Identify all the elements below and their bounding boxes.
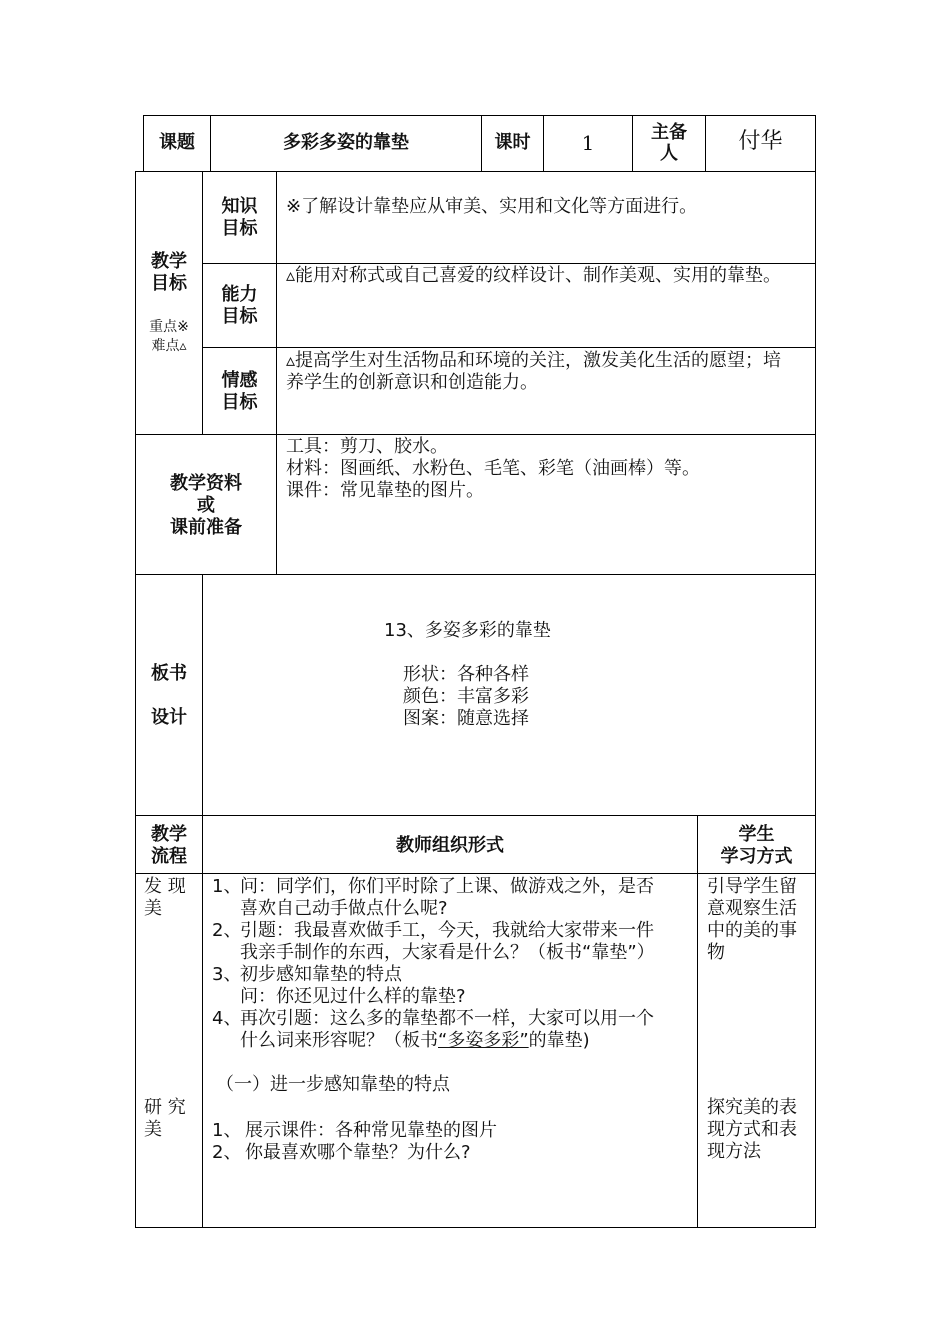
periods-label: 课时 — [494, 132, 531, 153]
list-item: 1、 问：同学们，你们平时除了上课、做游戏之外，是否 喜欢自己动手做点什么呢? — [212, 876, 654, 919]
board-line-shape: 形状：各种各样 — [403, 664, 529, 685]
materials-tools: 工具：剪刀、胶水。 — [286, 436, 448, 457]
subject-label: 课题 — [159, 132, 195, 153]
board-title: 13、多姿多彩的靠垫 — [384, 620, 551, 641]
stage-study-name: 研 究 美 — [144, 1097, 186, 1140]
knowledge-label: 知识 目标 — [221, 196, 258, 239]
objectives-label: 教学 目标 — [151, 251, 187, 294]
board-line-color: 颜色：丰富多彩 — [403, 686, 529, 707]
stage-study-items — [212, 1120, 696, 1164]
preparer-value: 付华 — [738, 129, 783, 154]
stage-discover-student: 引导学生留 意观察生活 中的美的事 物 — [707, 876, 797, 963]
objectives-note: 重点※ 难点▵ — [149, 319, 189, 354]
list-item: 3、 初步感知靠垫的特点 问：你还见过什么样的靠垫? — [212, 964, 466, 1007]
process-col-student: 学生 学习方式 — [720, 824, 793, 867]
list-item: 4、 再次引题：这么多的靠垫都不一样，大家可以用一个 什么词来形容呢？（板书“多姿多彩”的靠垫) — [212, 1008, 654, 1051]
list-item: 1、 展示课件：各种常见靠垫的图片 — [212, 1120, 497, 1141]
emotion-label: 情感 目标 — [221, 370, 258, 413]
ability-label: 能力 目标 — [221, 284, 258, 327]
stage-study-heading: （一）进一步感知靠垫的特点 — [216, 1074, 450, 1095]
list-item: 2、 引题：我最喜欢做手工，今天，我就给大家带来一件 我亲手制作的东西，大家看是什么？（板书“靠垫”） — [212, 920, 655, 963]
preparer-label: 主备 人 — [651, 122, 687, 164]
board-lines — [403, 664, 703, 730]
ability-text: ▵能用对称式或自己喜爱的纹样设计、制作美观、实用的靠垫。 — [286, 265, 782, 286]
process-col-teacher: 教师组织形式 — [396, 835, 504, 856]
periods-value: 1 — [581, 131, 595, 155]
materials-supplies: 材料：图画纸、水粉色、毛笔、彩笔（油画棒）等。 — [286, 458, 700, 479]
board-line-pattern: 图案：随意选择 — [403, 708, 529, 729]
stage-study-student: 探究美的表 现方式和表 现方法 — [707, 1097, 797, 1162]
knowledge-text: ※了解设计靠垫应从审美、实用和文化等方面进行。 — [286, 196, 698, 217]
subject-value: 多彩多姿的靠垫 — [283, 132, 409, 153]
materials-list — [286, 436, 808, 502]
materials-courseware: 课件：常见靠垫的图片。 — [286, 480, 484, 501]
process-col-flow: 教学 流程 — [151, 824, 187, 867]
list-item: 2、 你最喜欢哪个靠垫？为什么? — [212, 1142, 471, 1163]
stage-discover-name: 发 现 美 — [144, 876, 186, 919]
board-label: 板书 设计 — [151, 663, 187, 728]
stage-discover-items — [212, 876, 696, 1052]
emotion-text: ▵提高学生对生活物品和环境的关注，激发美化生活的愿望；培养学生的创新意识和创造能力。 — [286, 350, 782, 393]
materials-label: 教学资料 或 课前准备 — [170, 473, 242, 538]
